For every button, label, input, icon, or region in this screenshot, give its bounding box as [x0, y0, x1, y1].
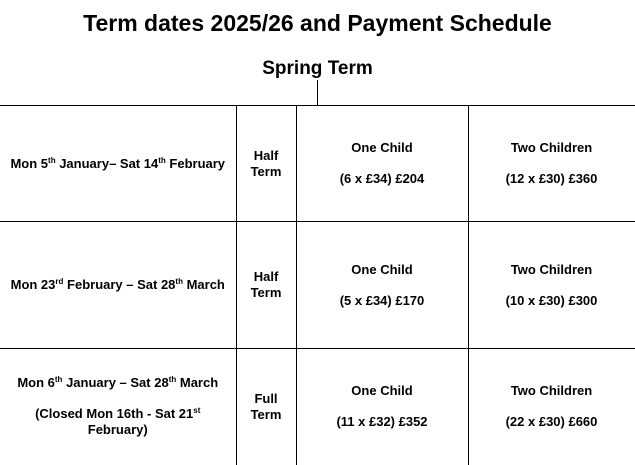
date-text: Mon 5th January– Sat 14th February	[10, 155, 226, 171]
divider-line	[317, 80, 318, 105]
one-child-cell	[296, 106, 468, 222]
table-row	[0, 106, 635, 222]
dates-cell	[0, 106, 236, 222]
two-children-label: Two Children	[510, 383, 593, 399]
two-children-cell	[468, 349, 635, 465]
closure-note: (Closed Mon 16th - Sat 21st	[35, 406, 201, 422]
two-children-label: Two Children	[510, 261, 593, 277]
dates-cell	[0, 222, 236, 349]
term-type-cell: Half Term	[236, 222, 296, 349]
one-child-cell	[296, 222, 468, 349]
one-child-price: (11 x £32) £352	[336, 414, 428, 430]
term-type-cell: Half Term	[236, 106, 296, 222]
one-child-cell	[296, 349, 468, 465]
date-text: Mon 23rd February – Sat 28th March	[10, 277, 225, 292]
two-children-price: (10 x £30) £300	[505, 292, 598, 308]
table-row	[0, 222, 635, 349]
date-text: Mon 6th January – Sat 28th March	[17, 375, 219, 391]
payment-schedule-table	[0, 105, 635, 465]
one-child-label: One Child	[351, 261, 413, 277]
one-child-price: (5 x £34) £170	[339, 292, 425, 308]
two-children-price: (12 x £30) £360	[505, 171, 598, 186]
one-child-label: One Child	[351, 383, 413, 399]
two-children-cell	[468, 222, 635, 349]
closure-note-month: February)	[87, 422, 148, 438]
two-children-cell	[468, 106, 635, 222]
two-children-price: (22 x £30) £660	[505, 414, 598, 430]
page-title: Term dates 2025/26 and Payment Schedule	[83, 10, 552, 36]
one-child-price: (6 x £34) £204	[339, 171, 425, 186]
term-heading: Spring Term	[262, 58, 373, 79]
one-child-label: One Child	[351, 140, 413, 155]
term-type-cell: Full Term	[236, 349, 296, 465]
table-row	[0, 349, 635, 465]
dates-cell	[0, 349, 236, 465]
two-children-label: Two Children	[510, 140, 593, 155]
